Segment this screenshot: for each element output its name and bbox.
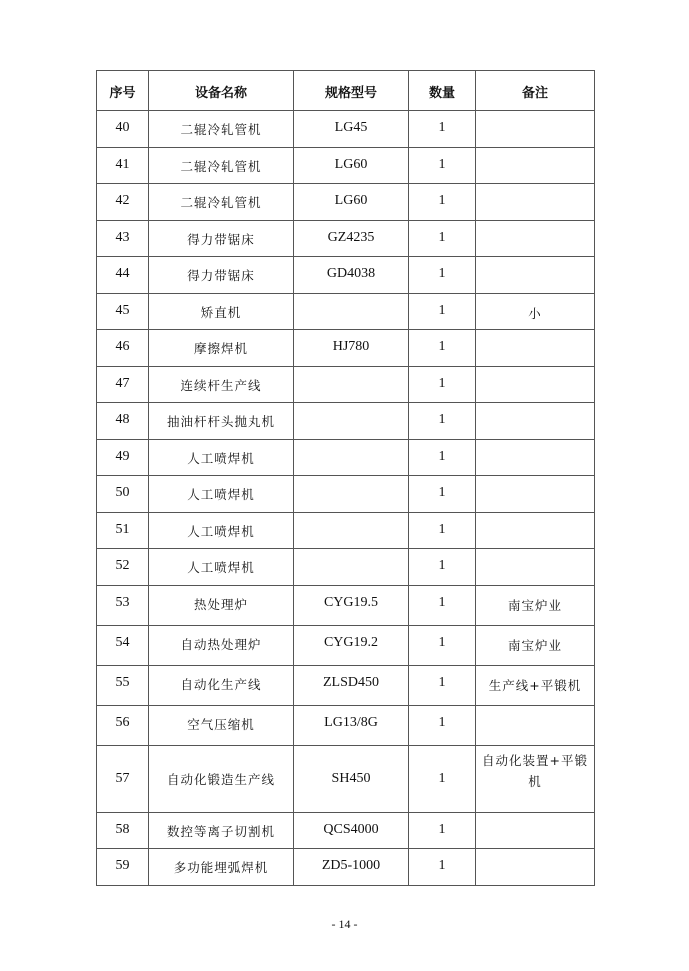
cell-spec: LG60 [294,184,409,221]
cell-note [476,147,595,184]
header-name: 设备名称 [149,71,294,111]
cell-note [476,330,595,367]
cell-spec: SH450 [294,745,409,812]
table-row [97,220,595,257]
table-row [97,366,595,403]
cell-note [476,476,595,513]
cell-seq: 59 [97,849,149,886]
cell-spec [294,476,409,513]
cell-note [476,512,595,549]
page-number: - 14 - [331,917,358,931]
cell-seq: 54 [97,625,149,665]
table-row [97,705,595,745]
cell-name: 连续杆生产线 [149,366,294,403]
cell-seq: 45 [97,293,149,330]
header-seq: 序号 [97,71,149,111]
table-row [97,476,595,513]
table-row [97,849,595,886]
table-row [97,512,595,549]
cell-note [476,439,595,476]
table-row [97,745,595,812]
table-row [97,439,595,476]
cell-note [476,366,595,403]
cell-spec: GD4038 [294,257,409,294]
cell-seq: 47 [97,366,149,403]
cell-note [476,220,595,257]
cell-note [476,705,595,745]
cell-note: 生产线+平锻机 [476,665,595,705]
cell-seq: 46 [97,330,149,367]
header-spec: 规格型号 [294,71,409,111]
cell-note [476,184,595,221]
header-qty: 数量 [409,71,476,111]
cell-spec: QCS4000 [294,812,409,849]
cell-spec: GZ4235 [294,220,409,257]
cell-name: 热处理炉 [149,585,294,625]
table-header-row [97,71,595,111]
cell-spec: ZLSD450 [294,665,409,705]
equipment-table [96,70,595,886]
cell-qty: 1 [409,476,476,513]
table-row [97,184,595,221]
table-row [97,257,595,294]
cell-note [476,849,595,886]
cell-note: 南宝炉业 [476,625,595,665]
cell-name: 得力带锯床 [149,257,294,294]
cell-spec: LG13/8G [294,705,409,745]
table-row [97,147,595,184]
cell-name: 多功能埋弧焊机 [149,849,294,886]
cell-spec: CYG19.5 [294,585,409,625]
cell-name: 自动化生产线 [149,665,294,705]
cell-qty: 1 [409,439,476,476]
cell-qty: 1 [409,625,476,665]
table-body [97,111,595,886]
cell-qty: 1 [409,111,476,148]
cell-qty: 1 [409,665,476,705]
table-row [97,403,595,440]
cell-seq: 48 [97,403,149,440]
cell-qty: 1 [409,812,476,849]
header-note: 备注 [476,71,595,111]
cell-name: 人工喷焊机 [149,512,294,549]
table-row [97,585,595,625]
cell-name: 自动热处理炉 [149,625,294,665]
cell-seq: 56 [97,705,149,745]
cell-note: 南宝炉业 [476,585,595,625]
cell-note [476,549,595,586]
cell-seq: 52 [97,549,149,586]
cell-spec [294,549,409,586]
cell-spec: HJ780 [294,330,409,367]
cell-spec [294,293,409,330]
table-row [97,111,595,148]
cell-name: 人工喷焊机 [149,439,294,476]
cell-spec [294,403,409,440]
cell-name: 二辊冷轧管机 [149,184,294,221]
table-row [97,330,595,367]
table-row [97,549,595,586]
cell-qty: 1 [409,745,476,812]
cell-seq: 51 [97,512,149,549]
cell-qty: 1 [409,403,476,440]
cell-name: 摩擦焊机 [149,330,294,367]
cell-qty: 1 [409,705,476,745]
cell-seq: 55 [97,665,149,705]
cell-qty: 1 [409,293,476,330]
cell-name: 抽油杆杆头抛丸机 [149,403,294,440]
cell-qty: 1 [409,330,476,367]
cell-spec [294,366,409,403]
cell-seq: 49 [97,439,149,476]
cell-note [476,403,595,440]
cell-spec: LG45 [294,111,409,148]
cell-seq: 44 [97,257,149,294]
cell-qty: 1 [409,585,476,625]
cell-name: 得力带锯床 [149,220,294,257]
cell-name: 自动化锻造生产线 [149,745,294,812]
cell-qty: 1 [409,512,476,549]
table-row [97,665,595,705]
cell-spec [294,439,409,476]
cell-qty: 1 [409,549,476,586]
cell-qty: 1 [409,257,476,294]
cell-spec: ZD5-1000 [294,849,409,886]
cell-seq: 40 [97,111,149,148]
cell-seq: 50 [97,476,149,513]
cell-note [476,812,595,849]
table-row [97,293,595,330]
cell-name: 二辊冷轧管机 [149,111,294,148]
cell-name: 人工喷焊机 [149,549,294,586]
cell-name: 空气压缩机 [149,705,294,745]
cell-spec: LG60 [294,147,409,184]
cell-name: 二辊冷轧管机 [149,147,294,184]
cell-seq: 53 [97,585,149,625]
cell-spec [294,512,409,549]
cell-seq: 57 [97,745,149,812]
cell-seq: 41 [97,147,149,184]
cell-spec: CYG19.2 [294,625,409,665]
cell-qty: 1 [409,147,476,184]
cell-seq: 43 [97,220,149,257]
cell-name: 数控等离子切割机 [149,812,294,849]
cell-note: 自动化装置+平锻机 [476,745,595,812]
cell-note [476,257,595,294]
cell-seq: 58 [97,812,149,849]
cell-qty: 1 [409,184,476,221]
cell-qty: 1 [409,366,476,403]
cell-note: 小 [476,293,595,330]
cell-name: 人工喷焊机 [149,476,294,513]
table-row [97,812,595,849]
cell-name: 矫直机 [149,293,294,330]
table-row [97,625,595,665]
cell-qty: 1 [409,220,476,257]
cell-qty: 1 [409,849,476,886]
cell-seq: 42 [97,184,149,221]
cell-note [476,111,595,148]
